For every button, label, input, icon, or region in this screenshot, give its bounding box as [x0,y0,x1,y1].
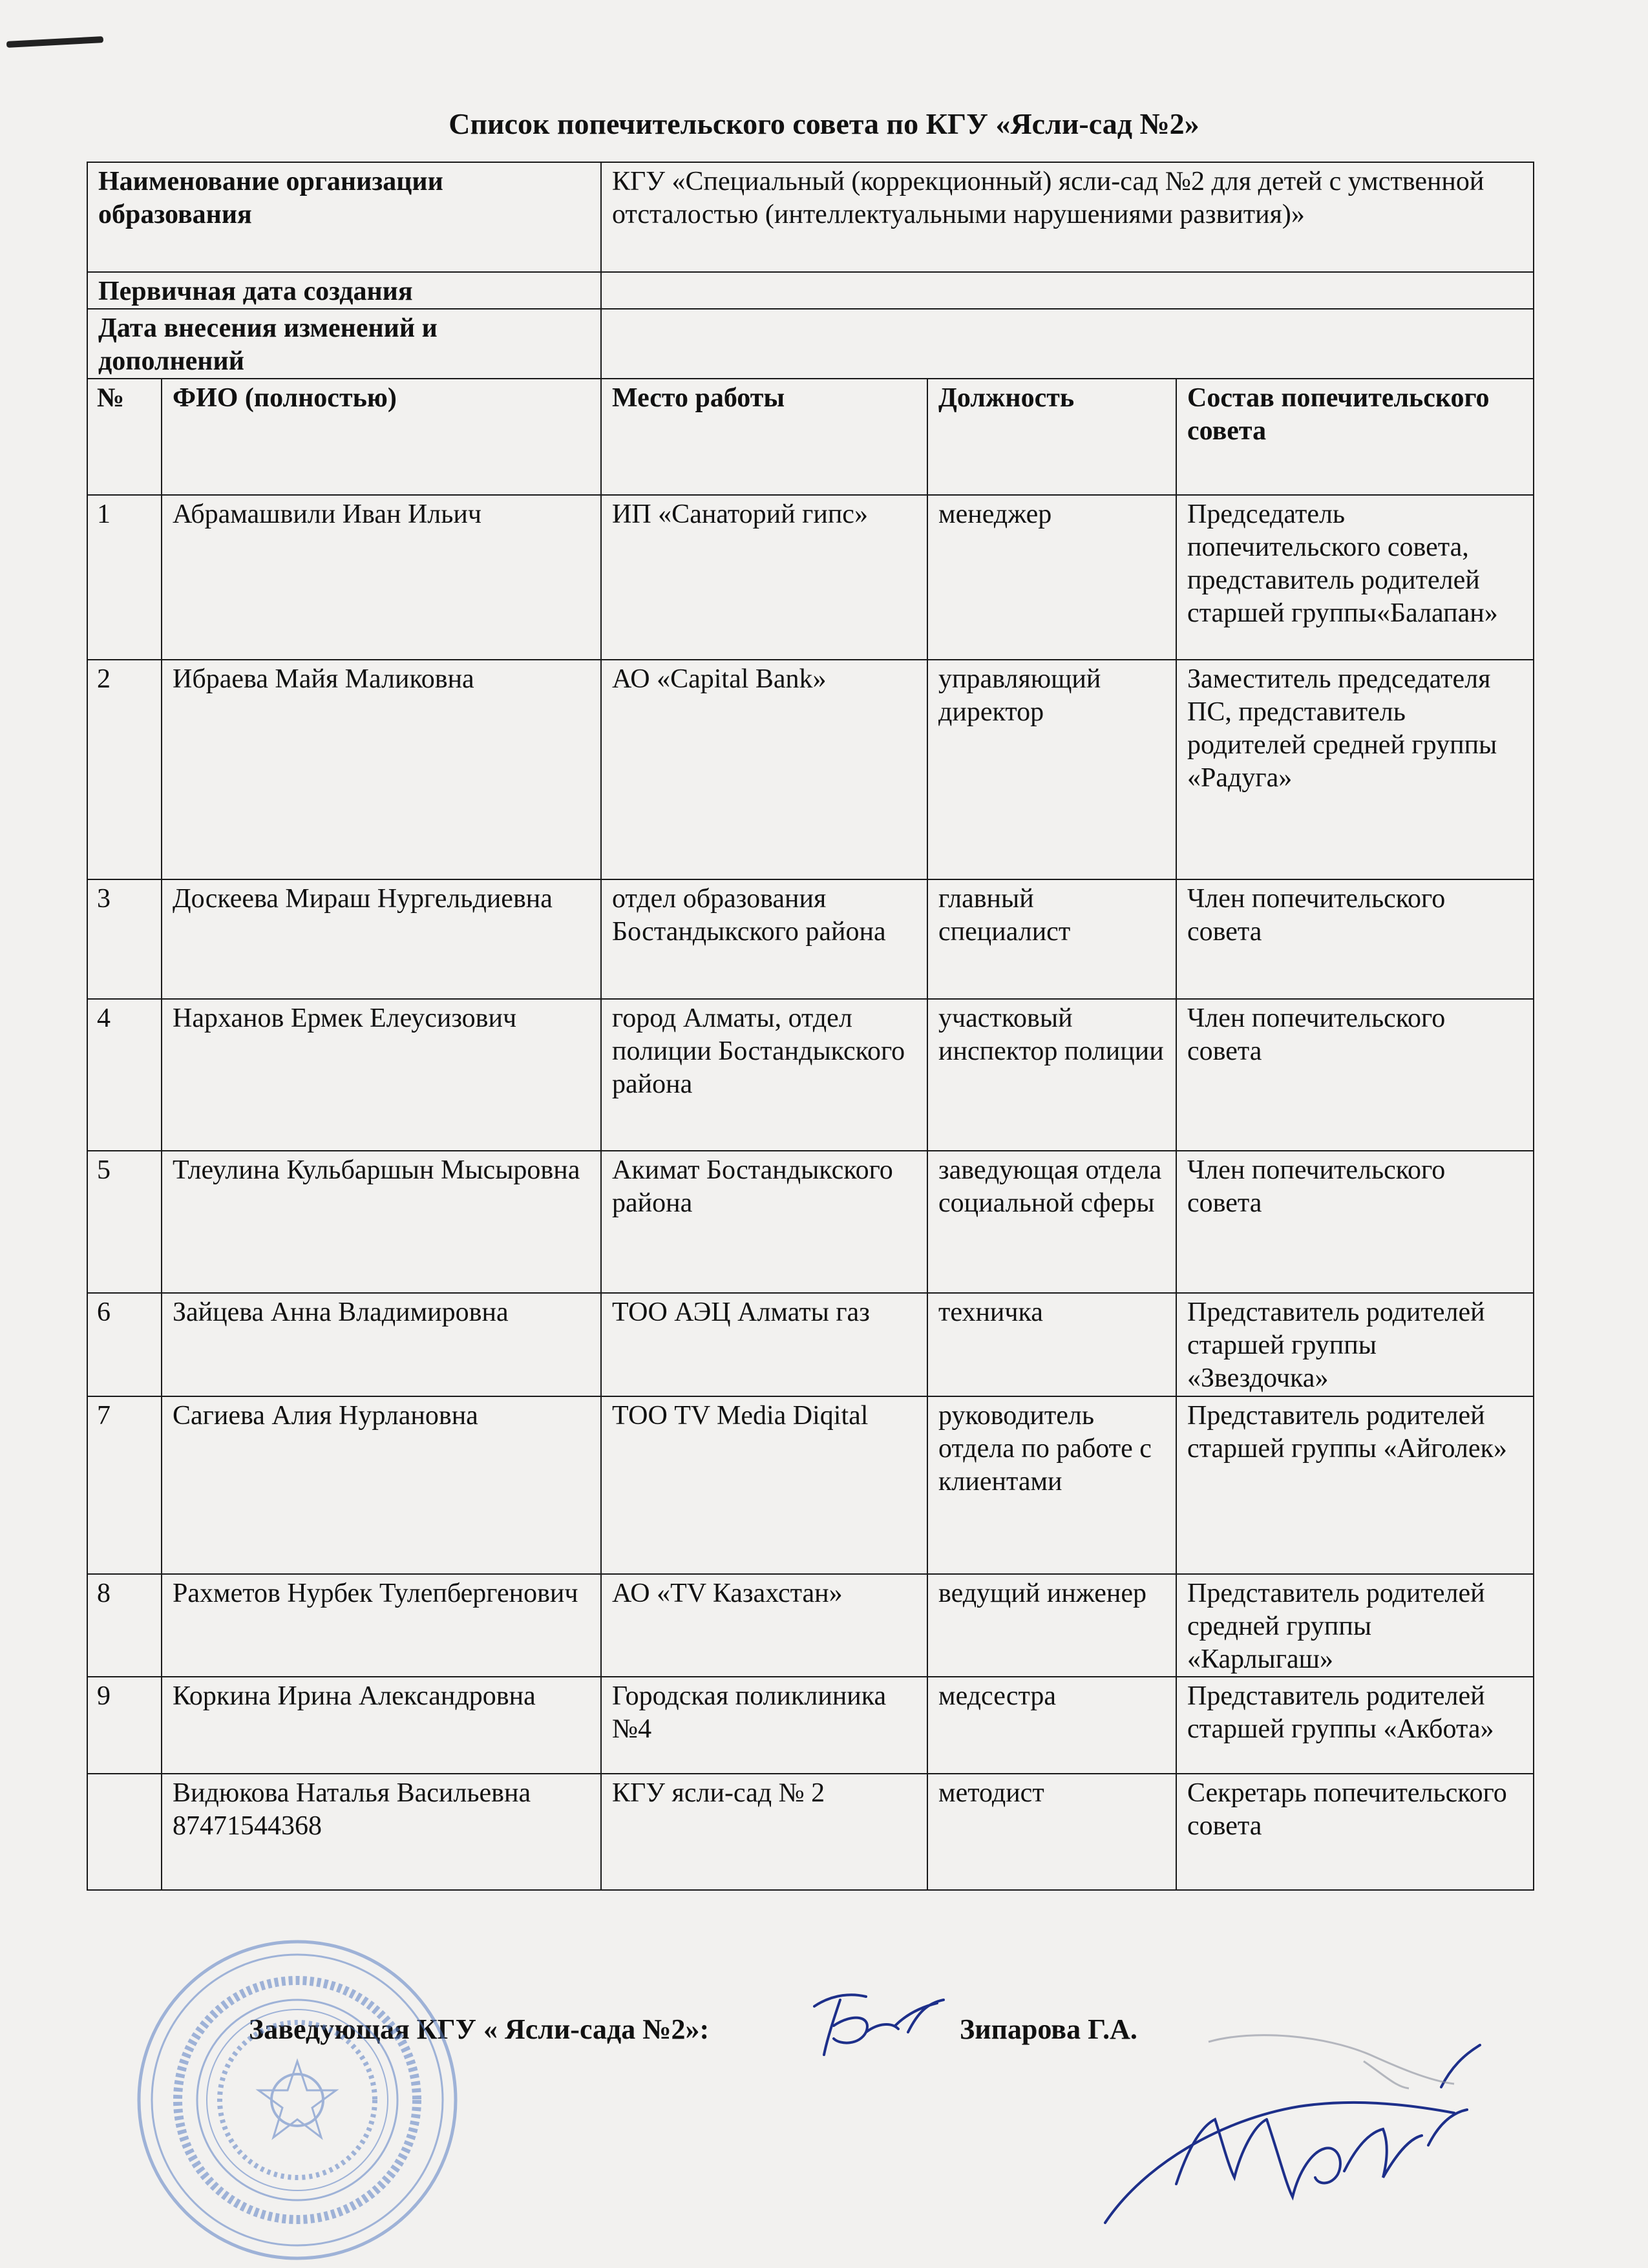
info-row-created [87,272,1534,309]
member-name: Абрамашвили Иван Ильич [162,495,601,660]
member-council-role: Представитель родителей старшей группы «Айголек» [1176,1396,1534,1574]
member-council-role: Заместитель председателя ПС, представитель родителей средней группы «Радуга» [1176,660,1534,879]
member-council-role: Член попечительского совета [1176,1151,1534,1293]
created-value [601,272,1534,309]
member-name: Нарханов Ермек Елеусизович [162,999,601,1151]
organization-stamp [129,1932,465,2268]
member-position: медсестра [927,1677,1176,1774]
table-row [87,1151,1534,1293]
member-name: Видюкова Наталья Васильевна 87471544368 [162,1774,601,1890]
member-council-role: Член попечительского совета [1176,999,1534,1151]
row-number: 9 [87,1677,162,1774]
member-council-role: Председатель попечительского совета, представитель родителей старшей группы«Балапан» [1176,495,1534,660]
member-workplace: ИП «Санаторий гипс» [601,495,927,660]
row-number: 8 [87,1574,162,1677]
member-name: Доскеева Мираш Нургельдиевна [162,879,601,999]
signer-label: Заведующая КГУ « Ясли-сада №2»: [249,2013,710,2045]
table-row [87,495,1534,660]
org-value: КГУ «Специальный (коррекционный) ясли-сад №2 для детей с умственной отсталостью (интеллектуальными нарушениями развития)» [601,162,1534,272]
header-number: № [87,379,162,495]
member-position: руководитель отдела по работе с клиентами [927,1396,1176,1574]
member-name: Рахметов Нурбек Тулепбергенович [162,1574,601,1677]
table-row [87,1293,1534,1396]
header-workplace: Место работы [601,379,927,495]
header-full-name: ФИО (полностью) [162,379,601,495]
member-council-role: Представитель родителей старшей группы «Акбота» [1176,1677,1534,1774]
signer-name: Зипарова Г.А. [960,2013,1137,2045]
member-position: ведущий инженер [927,1574,1176,1677]
scan-mark [6,36,103,48]
member-workplace: КГУ ясли-сад № 2 [601,1774,927,1890]
document-title: Список попечительского совета по КГУ «Ясли-сад №2» [449,107,1199,140]
member-name: Коркина Ирина Александровна [162,1677,601,1774]
member-position: главный специалист [927,879,1176,999]
info-row-organization [87,162,1534,272]
table-row [87,660,1534,879]
member-position: менеджер [927,495,1176,660]
table-row [87,1574,1534,1677]
table-row [87,879,1534,999]
row-number: 5 [87,1151,162,1293]
member-workplace: город Алматы, отдел полиции Бостандыкского района [601,999,927,1151]
row-number: 6 [87,1293,162,1396]
council-table [87,162,1534,1891]
table-row [87,999,1534,1151]
member-name: Ибраева Майя Маликовна [162,660,601,879]
row-number: 1 [87,495,162,660]
member-workplace: отдел образования Бостандыкского района [601,879,927,999]
member-position: заведующая отдела социальной сферы [927,1151,1176,1293]
member-council-role: Член попечительского совета [1176,879,1534,999]
member-workplace: ТОО АЭЦ Алматы газ [601,1293,927,1396]
row-number: 4 [87,999,162,1151]
table-header-row [87,379,1534,495]
member-name: Зайцева Анна Владимировна [162,1293,601,1396]
changes-label: Дата внесения изменений и дополнений [87,309,601,379]
changes-value [601,309,1534,379]
member-workplace: АО «Capital Bank» [601,660,927,879]
member-name: Сагиева Алия Нурлановна [162,1396,601,1574]
header-council-role: Состав попечительского совета [1176,379,1534,495]
member-position: методист [927,1774,1176,1890]
row-number: 7 [87,1396,162,1574]
member-position: участковый инспектор полиции [927,999,1176,1151]
row-number: 3 [87,879,162,999]
member-workplace: Городская поликлиника №4 [601,1677,927,1774]
header-position: Должность [927,379,1176,495]
member-workplace: Акимат Бостандыкского района [601,1151,927,1293]
table-row [87,1774,1534,1890]
director-signature [795,1987,950,2064]
member-position: управляющий директор [927,660,1176,879]
info-row-changes [87,309,1534,379]
org-label: Наименование организации образования [87,162,601,272]
created-label: Первичная дата создания [87,272,601,309]
member-council-role: Представитель родителей старшей группы «Звездочка» [1176,1293,1534,1396]
member-council-role: Представитель родителей средней группы «Карлыгаш» [1176,1574,1534,1677]
member-council-role: Секретарь попечительского совета [1176,1774,1534,1890]
handwritten-signature [1092,2016,1506,2249]
table-row [87,1677,1534,1774]
member-name: Тлеулина Кульбаршын Мысыровна [162,1151,601,1293]
row-number: 2 [87,660,162,879]
member-workplace: ТОО TV Media Diqital [601,1396,927,1574]
member-position: техничка [927,1293,1176,1396]
member-workplace: АО «TV Казахстан» [601,1574,927,1677]
table-row [87,1396,1534,1574]
row-number [87,1774,162,1890]
